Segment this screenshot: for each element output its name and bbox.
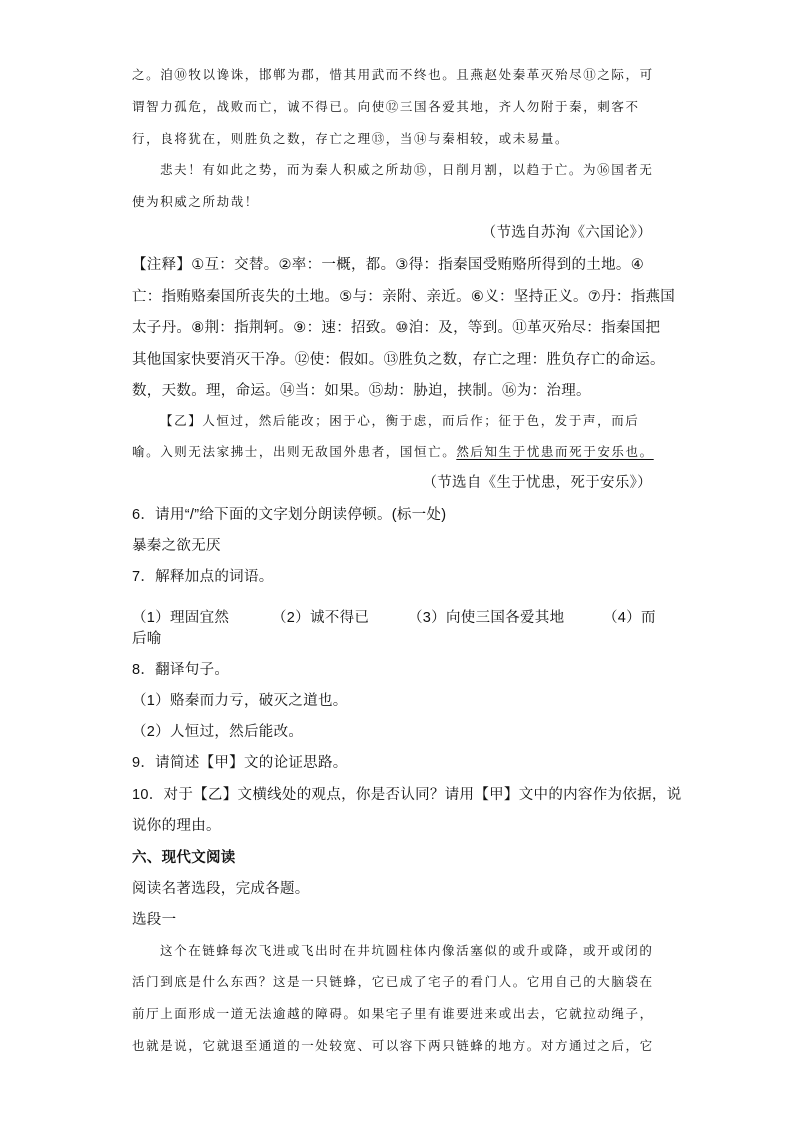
question-6: 6．请用“/”给下面的文字划分朗读停顿。(标一处) <box>132 507 447 523</box>
excerpt-line-2: 活门到底是什么东西？这是一只链蜂，它已成了宅子的看门人。它用自己的大脑袋在 <box>132 974 654 989</box>
passage-jia-line-1: 之。洎⑩牧以谗诛，邯郸为郡，惜其用武而不终也。且燕赵处秦革灭殆尽⑪之际，可 <box>132 67 654 82</box>
question-7-item-2: （2）诚不得已 <box>272 610 370 626</box>
question-6-text: 暴秦之欲无厌 <box>132 538 221 554</box>
passage-jia-source: （节选自苏洵《六国论》） <box>481 225 652 241</box>
question-9: 9．请简述【甲】文的论证思路。 <box>132 755 348 771</box>
notes-line-4: 其他国家快要消灭干净。⑫使：假如。⑬胜负之数，存亡之理：胜负存亡的命运。 <box>132 352 665 368</box>
question-8-item-2: （2）人恒过，然后能改。 <box>132 724 304 740</box>
passage-yi-underlined-sentence: 然后知生于忧患而死于安乐也。 <box>456 444 654 459</box>
question-8-item-1: （1）赂秦而力亏，破灭之道也。 <box>132 693 348 709</box>
question-7: 7．解释加点的词语。 <box>132 569 274 585</box>
passage-jia-line-5: 使为积威之所劫哉！ <box>132 194 259 209</box>
passage-jia-line-2: 谓智力孤危，战败而亡，诚不得已。向使⑫三国各爱其地，齐人勿附于秦，刺客不 <box>132 99 640 114</box>
passage-yi-line-2 <box>132 446 654 459</box>
notes-line-2: 亡：指贿赂秦国所丧失的土地。⑤与：亲附、亲近。⑥义：坚持正义。⑦丹：指燕国 <box>132 289 676 305</box>
notes-line-1: 【注释】①互：交替。②率：一概，都。③得：指秦国受贿赂所得到的土地。④ <box>132 257 644 273</box>
question-7-continuation: 后喻 <box>132 631 162 647</box>
question-7-item-1: （1）理固宜然 <box>132 610 230 626</box>
question-10-line-1: 10．对于【乙】文横线处的观点，你是否认同？请用【甲】文中的内容作为依据，说 <box>132 787 682 803</box>
excerpt-line-3: 前厅上面形成一道无法逾越的障碍。如果宅子里有谁要进来或出去，它就拉动绳子， <box>132 1006 654 1021</box>
excerpt-label: 选段一 <box>132 912 177 928</box>
section-6-instruction: 阅读名著选段，完成各题。 <box>132 881 310 897</box>
notes-line-3: 太子丹。⑧荆：指荆轲。⑨：速：招致。⑩洎：及，等到。⑪革灭殆尽：指秦国把 <box>132 320 661 336</box>
question-7-item-3: （3）向使三国各爱其地 <box>408 610 565 626</box>
question-7-item-4: （4）而 <box>603 610 656 626</box>
question-10-line-2: 说你的理由。 <box>132 818 221 834</box>
section-6-heading: 六、现代文阅读 <box>132 850 236 866</box>
excerpt-line-1: 这个在链蜂每次飞进或飞出时在井坑圆柱体内像活塞似的或升或降，或开或闭的 <box>160 943 654 958</box>
notes-line-5: 数，天数。理，命运。⑭当：如果。⑮劫：胁迫，挟制。⑯为：治理。 <box>132 383 591 399</box>
excerpt-line-4: 也就是说，它就退至通道的一处较宽、可以容下两只链蜂的地方。对方通过之后，它 <box>132 1038 654 1053</box>
question-8: 8．翻译句子。 <box>132 662 230 678</box>
passage-jia-line-4: 悲夫！有如此之势，而为秦人积威之所劫⑮，日削月割，以趋于亡。为⑯国者无 <box>160 162 654 177</box>
passage-yi-line-2-plain: 喻。入则无法家拂士，出则无敌国外患者，国恒亡。 <box>132 444 457 459</box>
passage-yi-source: （节选自《生于忧患，死于安乐》） <box>422 475 652 491</box>
passage-yi-line-1: 【乙】人恒过，然后能改；困于心，衡于虑，而后作；征于色，发于声，而后 <box>160 413 640 428</box>
passage-jia-line-3: 行，良将犹在，则胜负之数，存亡之理⑬，当⑭与秦相较，或未易量。 <box>132 131 570 146</box>
